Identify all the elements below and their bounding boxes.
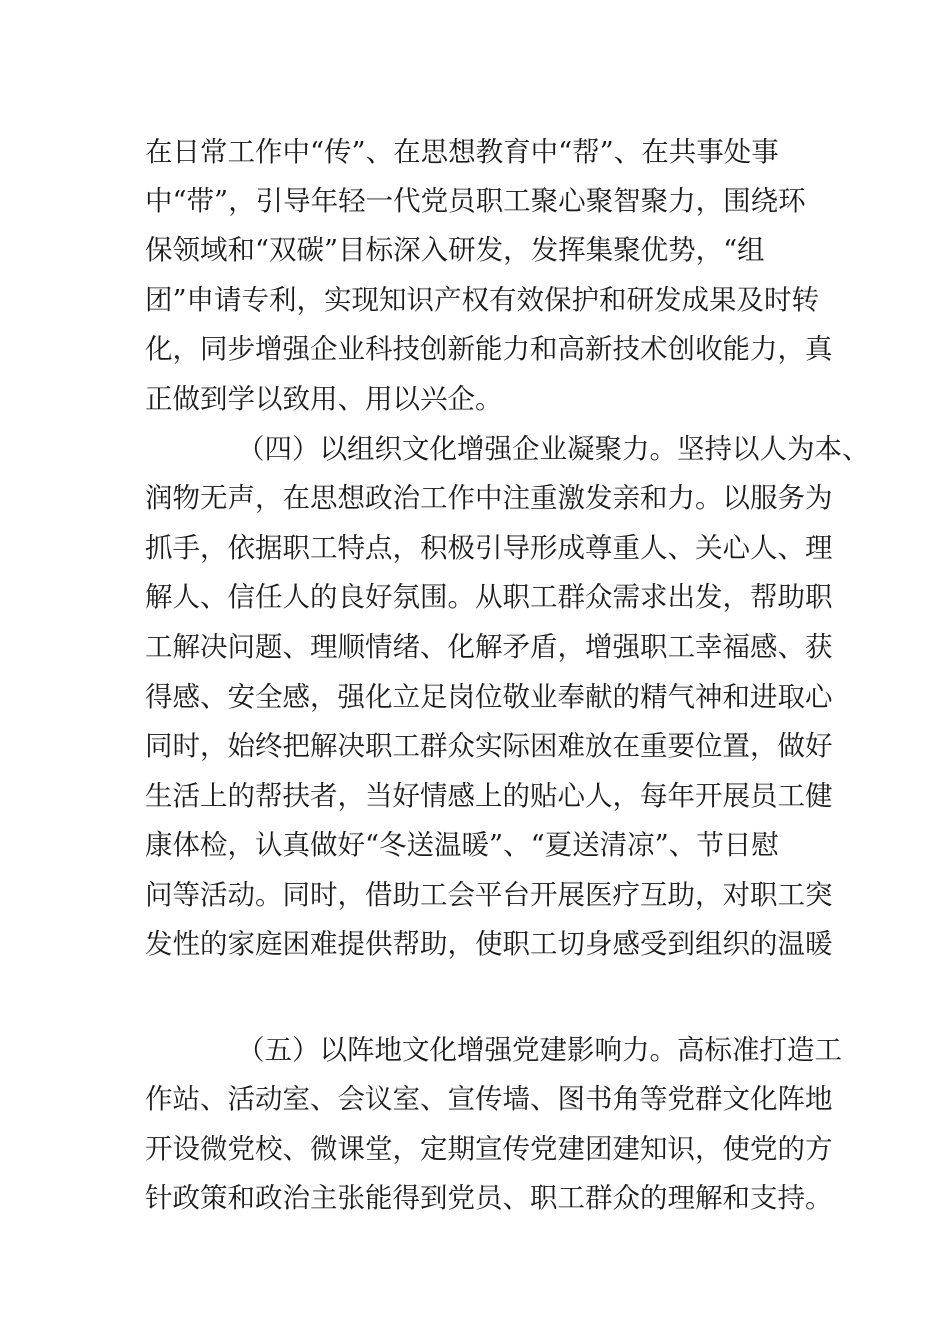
- text-line: 润物无声，在思想政治工作中注重激发亲和力。以服务为: [145, 482, 833, 514]
- text-line: 开设微党校、微课堂，定期宣传党建团建知识，使党的方: [145, 1133, 833, 1165]
- text-line: 保领域和“双碳”目标深入研发，发挥集聚优势，“组: [145, 234, 765, 266]
- text-line: 问等活动。同时，借助工会平台开展医疗互助，对职工突: [145, 879, 833, 911]
- text-line: 解人、信任人的良好氛围。从职工群众需求出发，帮助职: [145, 581, 833, 613]
- text-line: 作站、活动室、会议室、宣传墙、图书角等党群文化阵地: [145, 1083, 833, 1115]
- text-line: 在日常工作中“传”、在思想教育中“帮”、在共事处事: [145, 136, 779, 168]
- text-line: 针政策和政治主张能得到党员、职工群众的理解和支持。: [145, 1182, 833, 1214]
- text-line: 得感、安全感，强化立足岗位敬业奉献的精气神和进取心: [145, 681, 833, 713]
- text-line: 生活上的帮扶者，当好情感上的贴心人，每年开展员工健: [145, 780, 833, 812]
- text-line: 抓手，依据职工特点，积极引导形成尊重人、关心人、理: [145, 532, 833, 564]
- text-line: 正做到学以致用、用以兴企。: [145, 383, 503, 415]
- text-line: 中“带”，引导年轻一代党员职工聚心聚智聚力，围绕环: [145, 185, 806, 217]
- section-heading-line: （五）以阵地文化增强党建影响力。高标准打造工: [237, 1034, 842, 1066]
- text-line: 发性的家庭困难提供帮助，使职工切身感受到组织的温暖: [145, 928, 833, 960]
- text-line: 团”申请专利，实现知识产权有效保护和研发成果及时转: [145, 284, 820, 316]
- text-line: 工解决问题、理顺情绪、化解矛盾，增强职工幸福感、获: [145, 631, 833, 663]
- text-line: 化，同步增强企业科技创新能力和高新技术创收能力，真: [145, 333, 833, 365]
- section-heading-line: （四）以组织文化增强企业凝聚力。坚持以人为本、: [237, 433, 870, 465]
- text-line: 康体检，认真做好“冬送温暖”、“夏送清凉”、节日慰: [145, 829, 779, 861]
- text-line: 同时，始终把解决职工群众实际困难放在重要位置，做好: [145, 730, 833, 762]
